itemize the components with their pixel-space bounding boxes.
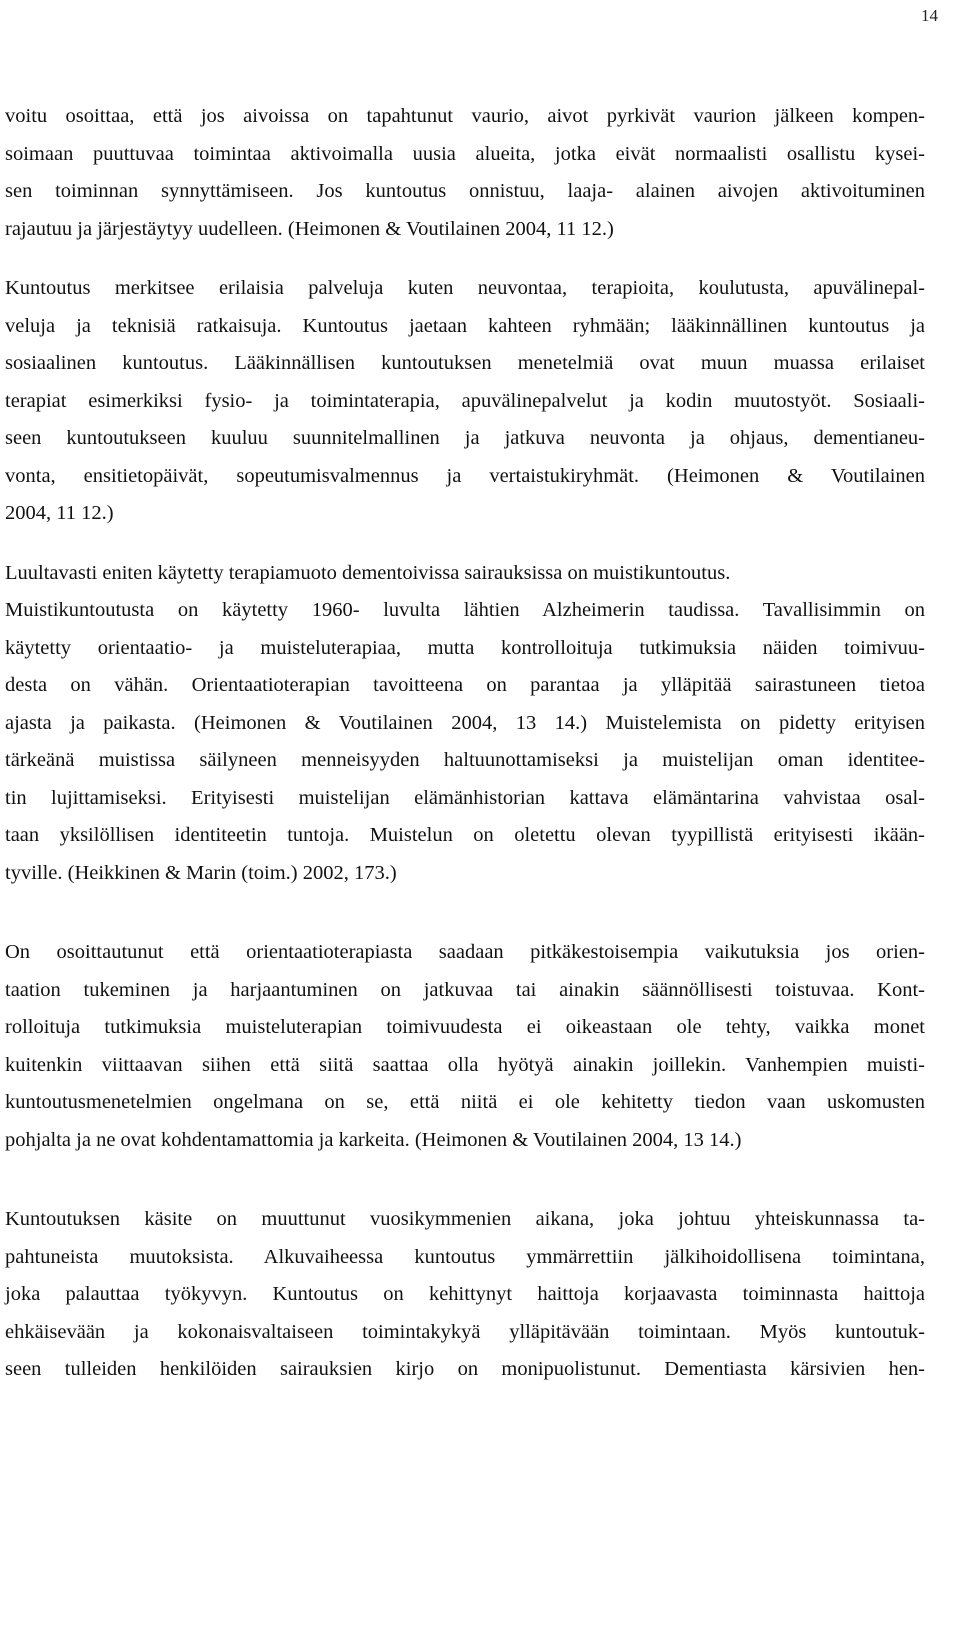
text-line: terapiat esimerkiksi fysio- ja toimintaterapia, apuvälinepalvelut ja kodin muutostyöt. Sosiaali- [5, 389, 925, 412]
text-line: kuntoutusmenetelmien ongelmana on se, että niitä ei ole kehitetty tiedon vaan uskomusten [5, 1091, 925, 1113]
text-line: Muistikuntoutusta on käytetty 1960- luvulta lähtien Alzheimerin taudissa. Tavallisimmin on [5, 599, 925, 621]
text-line: ajasta ja paikasta. (Heimonen & Voutilainen 2004, 13 14.) Muistelemista on pidetty erityisen [5, 711, 925, 734]
text-line: ehkäisevään ja kokonaisvaltaiseen toimintakykyä ylläpitävään toimintaan. Myös kuntoutuk- [5, 1320, 925, 1343]
text-line: seen tulleiden henkilöiden sairauksien kirjo on monipuolistunut. Dementiasta kärsivien hen- [5, 1358, 925, 1380]
text-line: tärkeänä muistissa säilyneen menneisyyden haltuunottamiseksi ja muistelijan oman identitee- [5, 749, 925, 771]
document-body [5, 98, 925, 1389]
paragraph-gap [5, 533, 925, 555]
text-line: kuitenkin viittaavan siihen että siitä saattaa olla hyötyä ainakin joillekin. Vanhempien muisti- [5, 1053, 925, 1076]
paragraph-2 [5, 270, 925, 533]
paragraph-4 [5, 934, 925, 1159]
text-line: Luultavasti eniten käytetty terapiamuoto dementoivissa sairauksissa on muistikuntoutus. [5, 561, 731, 584]
paragraph-5 [5, 1201, 925, 1389]
page-number: 14 [921, 6, 938, 25]
text-line: vonta, ensitietopäivät, sopeutumisvalmennus ja vertaistukiryhmät. (Heimonen & Voutilainen [5, 464, 925, 487]
text-line: käytetty orientaatio- ja muisteluterapiaa, mutta kontrolloituja tutkimuksia näiden toimivuu- [5, 636, 925, 659]
text-line: taan yksilöllisen identiteetin tuntoja. Muistelun on oletettu olevan tyypillistä erityisesti ikään- [5, 824, 925, 846]
text-line: veluja ja teknisiä ratkaisuja. Kuntoutus jaetaan kahteen ryhmään; lääkinnällinen kuntoutus ja [5, 314, 925, 337]
paragraph-1 [5, 98, 925, 248]
text-line: Kuntoutuksen käsite on muuttunut vuosikymmenien aikana, joka johtuu yhteiskunnassa ta- [5, 1208, 925, 1230]
text-line: tin lujittamiseksi. Erityisesti muistelijan elämänhistorian kattava elämäntarina vahvistaa osal- [5, 786, 925, 809]
text-line: voitu osoittaa, että jos aivoissa on tapahtunut vaurio, aivot pyrkivät vaurion jälkeen kompen- [5, 105, 925, 127]
text-line: Kuntoutus merkitsee erilaisia palveluja kuten neuvontaa, terapioita, koulutusta, apuvälinepal- [5, 277, 925, 299]
text-line: rajautuu ja järjestäytyy uudelleen. (Heimonen & Voutilainen 2004, 11 12.) [5, 217, 614, 240]
text-line: tyville. (Heikkinen & Marin (toim.) 2002, 173.) [5, 861, 397, 884]
text-line: taation tukeminen ja harjaantuminen on jatkuvaa tai ainakin säännöllisesti toistuvaa. Kont- [5, 978, 925, 1001]
text-line: On osoittautunut että orientaatioterapiasta saadaan pitkäkestoisempia vaikutuksia jos orien- [5, 941, 925, 963]
paragraph-3 [5, 555, 925, 893]
text-line: pahtuneista muutoksista. Alkuvaiheessa kuntoutus ymmärrettiin jälkihoidollisena toimintana, [5, 1245, 925, 1268]
paragraph-gap [5, 248, 925, 270]
text-line: desta on vähän. Orientaatioterapian tavoitteena on parantaa ja ylläpitää sairastuneen tietoa [5, 674, 925, 696]
text-line: 2004, 11 12.) [5, 502, 114, 524]
paragraph-gap [5, 1159, 925, 1201]
text-line: seen kuntoutukseen kuuluu suunnitelmallinen ja jatkuva neuvonta ja ohjaus, dementianeu- [5, 427, 925, 449]
text-line: sosiaalinen kuntoutus. Lääkinnällisen kuntoutuksen menetelmiä ovat muun muassa erilaiset [5, 352, 925, 374]
text-line: sen toiminnan synnyttämiseen. Jos kuntoutus onnistuu, laaja- alainen aivojen aktivoituminen [5, 180, 925, 202]
text-line: joka palauttaa työkyvyn. Kuntoutus on kehittynyt haittoja korjaavasta toiminnasta haittoja [5, 1283, 925, 1305]
text-line: soimaan puuttuvaa toimintaa aktivoimalla uusia alueita, jotka eivät normaalisti osallistu kysei- [5, 142, 925, 165]
text-line: pohjalta ja ne ovat kohdentamattomia ja karkeita. (Heimonen & Voutilainen 2004, 13 14.) [5, 1128, 742, 1151]
text-line: rolloituja tutkimuksia muisteluterapian toimivuudesta ei oikeastaan ole tehty, vaikka monet [5, 1016, 925, 1038]
paragraph-gap [5, 892, 925, 934]
